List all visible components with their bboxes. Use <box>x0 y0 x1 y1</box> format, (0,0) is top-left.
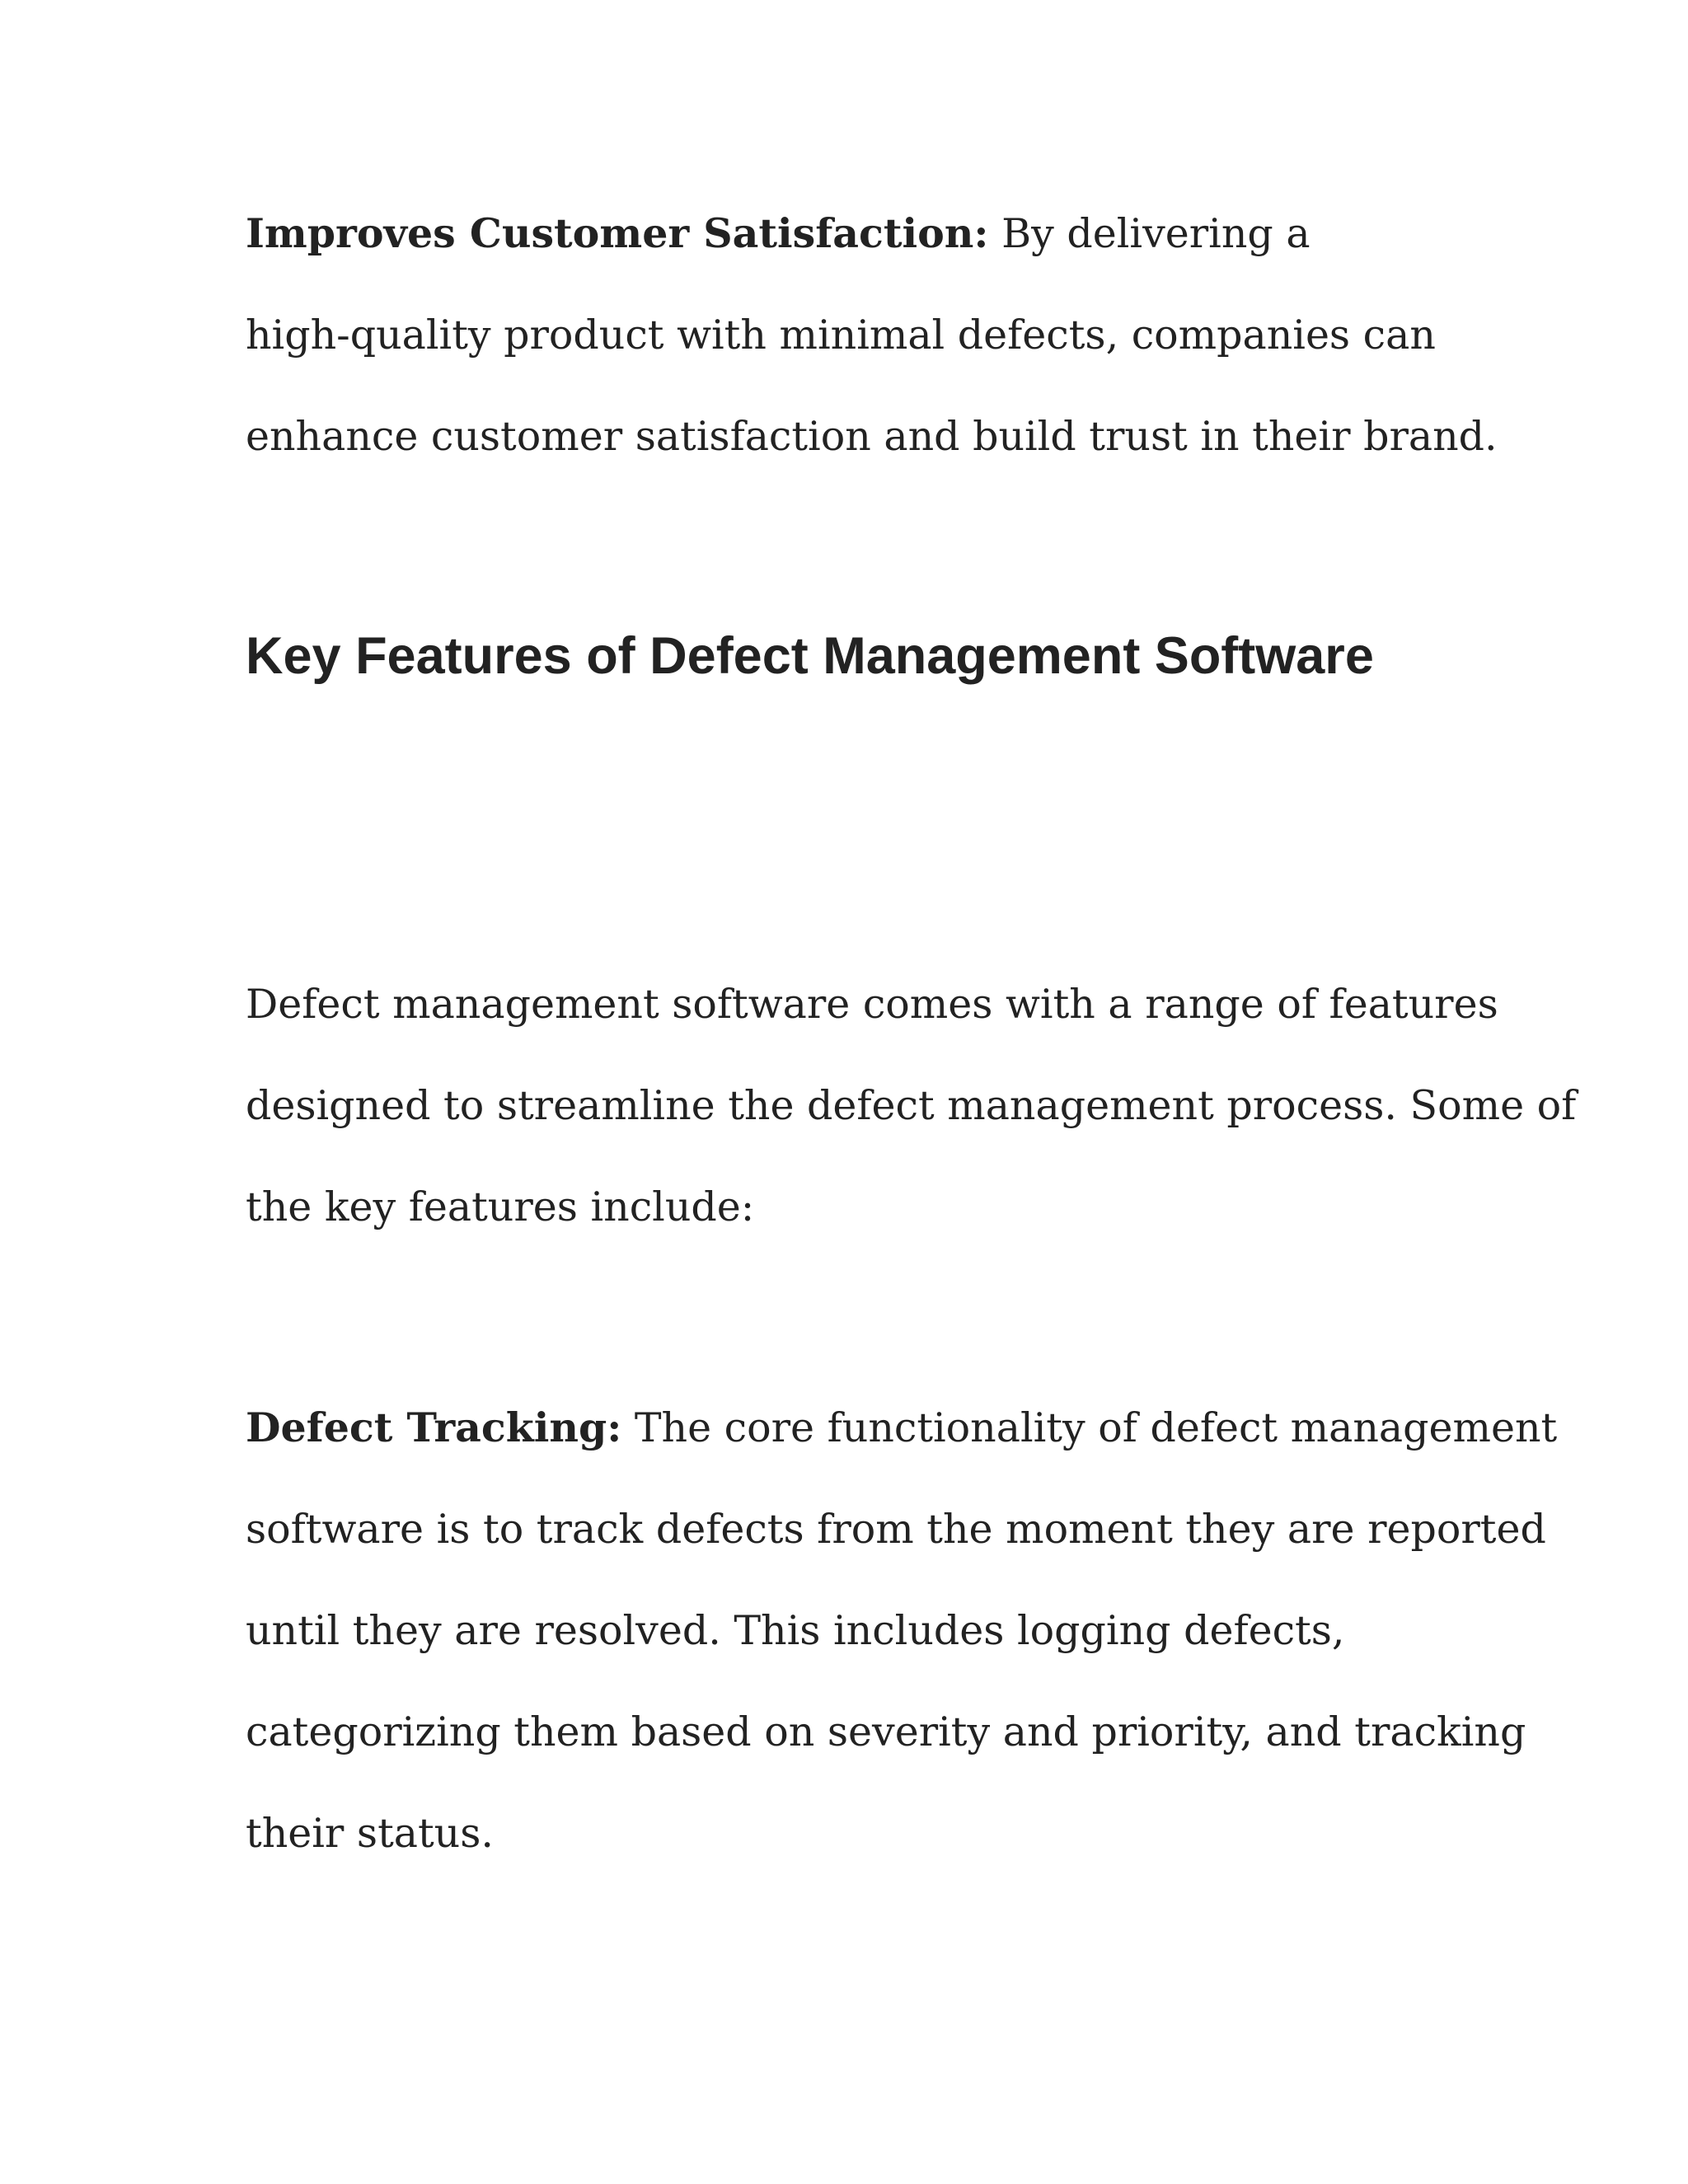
section-heading: Key Features of Defect Management Software <box>246 627 1374 685</box>
paragraph-key-features-intro <box>246 954 1577 1258</box>
paragraph-line: Defect management software comes with a range of features <box>246 981 1498 1028</box>
paragraph-line: until they are resolved. This includes logging defects, <box>246 1607 1345 1654</box>
paragraph-line: software is to track defects from the moment they are reported <box>246 1506 1546 1553</box>
paragraph-line: their status. <box>246 1810 494 1857</box>
paragraph-customer-satisfaction <box>246 183 1498 487</box>
paragraph-text: By delivering a <box>988 210 1311 257</box>
paragraph-line: categorizing them based on severity and priority, and tracking <box>246 1708 1526 1755</box>
paragraph-text: The core functionality of defect management <box>621 1404 1558 1451</box>
paragraph-line: the key features include: <box>246 1183 755 1230</box>
document-content <box>246 183 1577 1857</box>
paragraph-line: designed to streamline the defect management process. Some of <box>246 1082 1577 1129</box>
bold-lead-label: Improves Customer Satisfaction: <box>246 209 989 257</box>
paragraph-line: enhance customer satisfaction and build trust in their brand. <box>246 413 1498 460</box>
paragraph-line <box>246 183 1441 284</box>
paragraph-line <box>246 1377 1558 1479</box>
paragraph-defect-tracking <box>246 1377 1558 1884</box>
paragraph-line: high-quality product with minimal defects, companies can <box>246 312 1436 359</box>
bold-lead-label: Defect Tracking: <box>246 1404 622 1451</box>
